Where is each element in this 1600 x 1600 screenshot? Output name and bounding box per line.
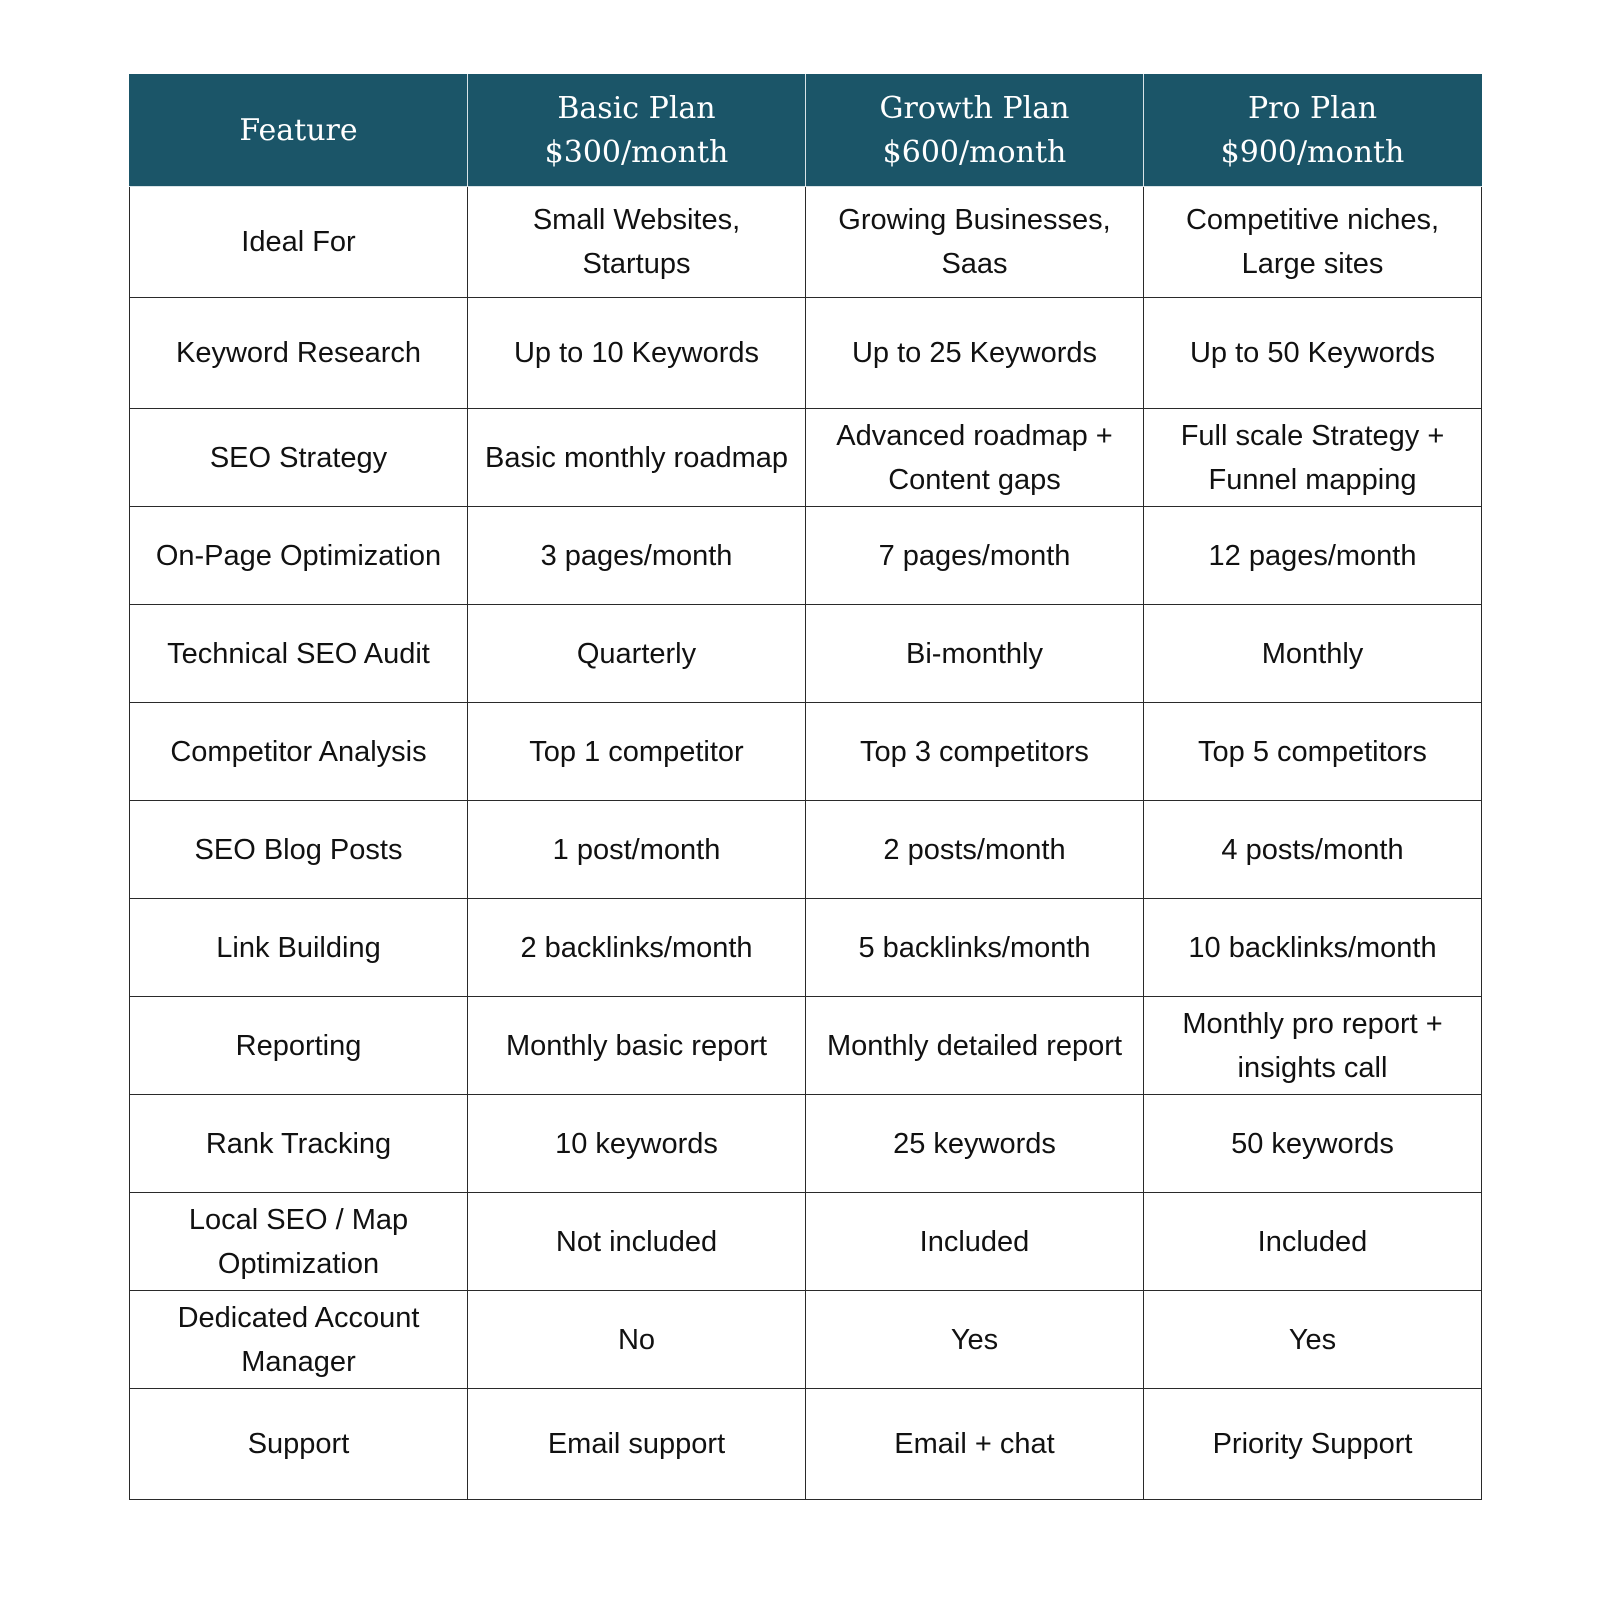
- basic-cell: No: [468, 1291, 806, 1389]
- growth-cell: 25 keywords: [806, 1095, 1144, 1193]
- feature-cell: On-Page Optimization: [130, 507, 468, 605]
- feature-cell: Competitor Analysis: [130, 703, 468, 801]
- pro-cell: Monthly: [1144, 605, 1482, 703]
- table-row: [130, 801, 1482, 899]
- table-row: [130, 1389, 1482, 1500]
- growth-cell: 5 backlinks/month: [806, 899, 1144, 997]
- feature-cell: Rank Tracking: [130, 1095, 468, 1193]
- basic-cell: 2 backlinks/month: [468, 899, 806, 997]
- pro-cell: 4 posts/month: [1144, 801, 1482, 899]
- growth-cell: Yes: [806, 1291, 1144, 1389]
- feature-cell: Dedicated Account Manager: [130, 1291, 468, 1389]
- pro-plan-name: Pro Plan: [1247, 90, 1378, 126]
- pro-cell: Yes: [1144, 1291, 1482, 1389]
- table-row: [130, 899, 1482, 997]
- basic-cell: Monthly basic report: [468, 997, 806, 1095]
- table-row: [130, 298, 1482, 409]
- feature-cell: Support: [130, 1389, 468, 1500]
- table-row: [130, 703, 1482, 801]
- pro-cell: 10 backlinks/month: [1144, 899, 1482, 997]
- table-body: [130, 187, 1482, 1500]
- basic-cell: Quarterly: [468, 605, 806, 703]
- table-row: [130, 605, 1482, 703]
- header-basic-plan: [468, 75, 806, 187]
- basic-cell: 10 keywords: [468, 1095, 806, 1193]
- basic-cell: Top 1 competitor: [468, 703, 806, 801]
- feature-cell: Local SEO / Map Optimization: [130, 1193, 468, 1291]
- feature-cell: Reporting: [130, 997, 468, 1095]
- table-header: [130, 75, 1482, 187]
- growth-cell: Growing Businesses, Saas: [806, 187, 1144, 298]
- growth-cell: Advanced roadmap + Content gaps: [806, 409, 1144, 507]
- growth-plan-name: Growth Plan: [879, 90, 1070, 126]
- header-pro-plan: [1144, 75, 1482, 187]
- growth-cell: Monthly detailed report: [806, 997, 1144, 1095]
- pro-cell: Up to 50 Keywords: [1144, 298, 1482, 409]
- header-growth-plan: [806, 75, 1144, 187]
- basic-cell: Small Websites, Startups: [468, 187, 806, 298]
- pro-cell: Priority Support: [1144, 1389, 1482, 1500]
- table-row: [130, 1291, 1482, 1389]
- pro-cell: Monthly pro report + insights call: [1144, 997, 1482, 1095]
- basic-plan-price: $300/month: [544, 134, 729, 170]
- pro-cell: 50 keywords: [1144, 1095, 1482, 1193]
- growth-cell: Bi-monthly: [806, 605, 1144, 703]
- feature-cell: Keyword Research: [130, 298, 468, 409]
- feature-cell: Link Building: [130, 899, 468, 997]
- feature-cell: Technical SEO Audit: [130, 605, 468, 703]
- basic-cell: Basic monthly roadmap: [468, 409, 806, 507]
- pro-cell: Top 5 competitors: [1144, 703, 1482, 801]
- feature-cell: SEO Strategy: [130, 409, 468, 507]
- pro-cell: 12 pages/month: [1144, 507, 1482, 605]
- table-row: [130, 187, 1482, 298]
- basic-cell: Email support: [468, 1389, 806, 1500]
- pricing-comparison-table: [129, 74, 1482, 1500]
- basic-cell: Not included: [468, 1193, 806, 1291]
- growth-cell: Top 3 competitors: [806, 703, 1144, 801]
- growth-cell: 2 posts/month: [806, 801, 1144, 899]
- feature-cell: Ideal For: [130, 187, 468, 298]
- feature-cell: SEO Blog Posts: [130, 801, 468, 899]
- table-row: [130, 997, 1482, 1095]
- growth-plan-price: $600/month: [882, 134, 1067, 170]
- table-row: [130, 409, 1482, 507]
- pro-cell: Included: [1144, 1193, 1482, 1291]
- table-row: [130, 1193, 1482, 1291]
- growth-cell: Email + chat: [806, 1389, 1144, 1500]
- basic-cell: 3 pages/month: [468, 507, 806, 605]
- basic-cell: Up to 10 Keywords: [468, 298, 806, 409]
- basic-plan-name: Basic Plan: [557, 90, 716, 126]
- growth-cell: 7 pages/month: [806, 507, 1144, 605]
- header-row: [130, 75, 1482, 187]
- table-row: [130, 507, 1482, 605]
- basic-cell: 1 post/month: [468, 801, 806, 899]
- pro-cell: Full scale Strategy + Funnel mapping: [1144, 409, 1482, 507]
- growth-cell: Included: [806, 1193, 1144, 1291]
- growth-cell: Up to 25 Keywords: [806, 298, 1144, 409]
- pro-cell: Competitive niches, Large sites: [1144, 187, 1482, 298]
- header-feature: Feature: [130, 75, 468, 187]
- pro-plan-price: $900/month: [1220, 134, 1405, 170]
- table-row: [130, 1095, 1482, 1193]
